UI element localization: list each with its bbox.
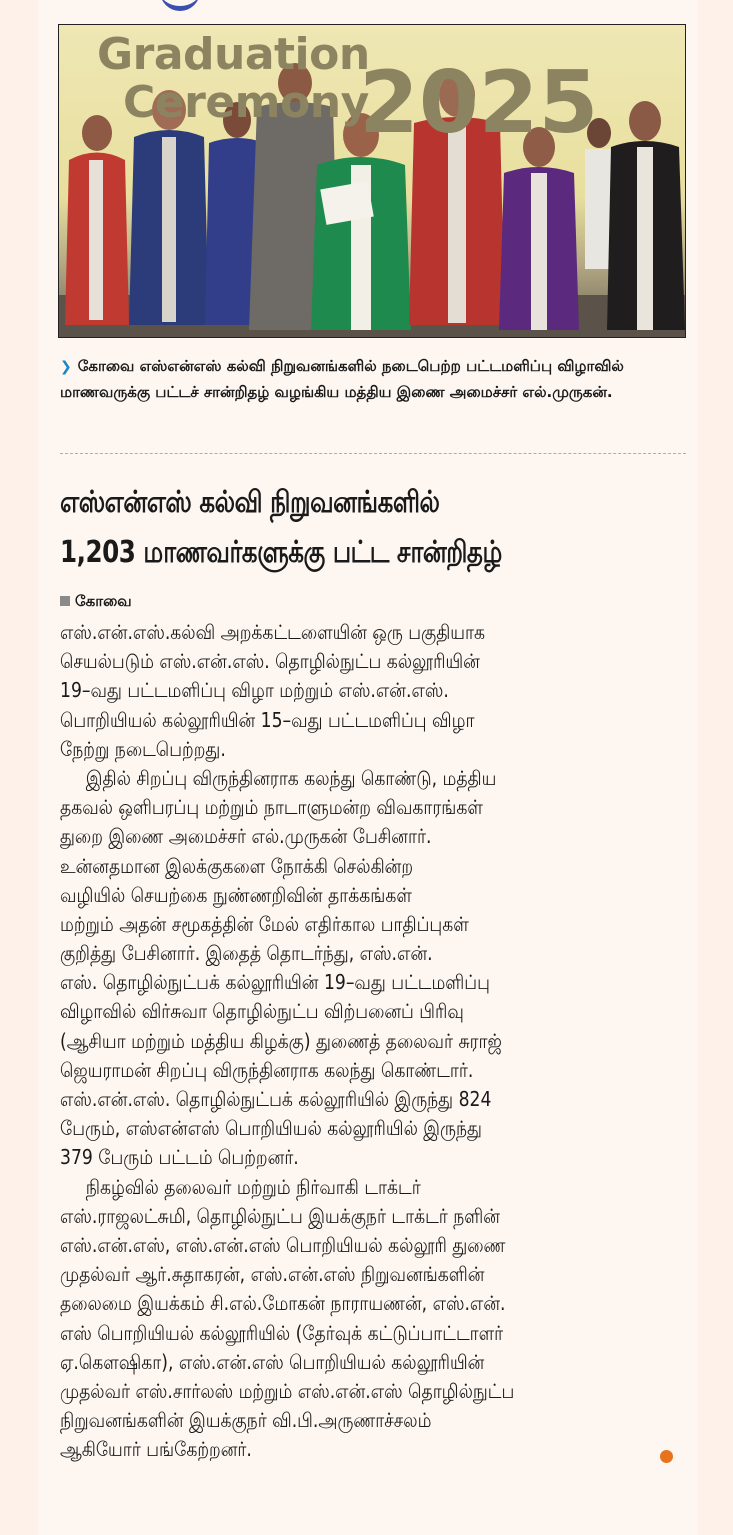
body-line: செயல்படும் எஸ்.என்.எஸ். தொழில்நுட்ப கல்லூரியின் [60,649,480,674]
dateline-text: கோவை [75,592,132,610]
article-headline [60,478,585,578]
body-line: தலைமை இயக்கம் சி.எல்.மோகன் நாராயணன், எஸ்.என். [60,1291,506,1316]
body-line: குறித்து பேசினார். இதைத் தொடர்ந்து, எஸ்.என். [60,941,433,966]
body-line: முதல்வர் எஸ்.சார்லஸ் மற்றும் எஸ்.என்.எஸ் தொழில்நுட்ப [60,1378,515,1403]
body-line: தகவல் ஒளிபரப்பு மற்றும் நாடாளுமன்ற விவகாரங்கள் [60,795,483,820]
caption-arrow-icon: ❯ [60,359,72,375]
headline-line-2: 1,203 மாணவர்களுக்கு பட்ட சான்றிதழ் [60,535,502,570]
body-line: முதல்வர் ஆர்.சுதாகரன், எஸ்.என்.எஸ் நிறுவனங்களின் [60,1262,485,1287]
body-line: ஜெயராமன் சிறப்பு விருந்தினராக கலந்து கொண்டார். [60,1057,474,1082]
body-line: (ஆசியா மற்றும் மத்திய கிழக்கு) துணைத் தலைவர் சுராஜ் [60,1028,502,1053]
banner-graduation-text: Graduation [97,29,370,80]
body-line: எஸ்.ராஜலட்சுமி, தொழில்நுட்ப இயக்குநர் டாக்டர் நளின் [60,1203,500,1228]
body-line: எஸ்.என்.எஸ், எஸ்.என்.எஸ் பொறியியல் கல்லூரி துணை [60,1232,506,1257]
body-line: நிகழ்வில் தலைவர் மற்றும் நிர்வாகி டாக்டர் [85,1174,421,1199]
body-line: வழியில் செயற்கை நுண்ணறிவின் தாக்கங்கள் [60,882,412,907]
body-line: ஏ.கௌஷிகா), எஸ்.என்.எஸ் பொறியியல் கல்லூரியின் [60,1349,485,1374]
body-line: விழாவில் விர்சுவா தொழில்நுட்ப விற்பனைப் பிரிவு [60,999,464,1024]
article-body [60,618,679,1464]
body-line: மற்றும் அதன் சமூகத்தின் மேல் எதிர்கால பாதிப்புகள் [60,911,469,936]
body-line: எஸ் பொறியியல் கல்லூரியில் (தேர்வுக் கட்டுப்பாட்டாளர் [60,1320,504,1345]
photo-caption [60,354,690,405]
dateline [60,592,132,612]
body-line: நேற்று நடைபெற்றது. [60,736,226,761]
body-line: பொறியியல் கல்லூரியின் 15–வது பட்டமளிப்பு விழா [60,707,475,732]
body-line: எஸ்.என்.எஸ்.கல்வி அறக்கட்டளையின் ஒரு பகுதியாக [60,620,486,644]
banner-ceremony-text: Ceremony [123,77,369,128]
body-line: பேரும், எஸ்என்எஸ் பொறியியல் கல்லூரியில் இருந்து [60,1116,482,1141]
headline-line-1: எஸ்என்எஸ் கல்வி நிறுவனங்களில் [60,485,440,520]
caption-text: கோவை எஸ்என்எஸ் கல்வி நிறுவனங்களில் நடைபெற்ற பட்டமளிப்பு விழாவில் மாணவருக்கு பட்டச் சான்றிதழ் வழங்கிய மத்திய இணை அமைச்சர் எல்.முருகன். [60,357,624,401]
body-line: ஆகியோர் பங்கேற்றனர். [60,1437,252,1462]
article-end-dot [660,1450,673,1463]
body-line: நிறுவனங்களின் இயக்குநர் வி.பி.அருணாச்சலம் [60,1408,432,1433]
body-line: எஸ். தொழில்நுட்பக் கல்லூரியின் 19–வது பட்டமளிப்பு [60,970,490,995]
body-line: உன்னதமான இலக்குகளை நோக்கி செல்கின்ற [60,853,414,878]
body-line: இதில் சிறப்பு விருந்தினராக கலந்து கொண்டு, மத்திய [85,765,497,790]
body-line: 379 பேரும் பட்டம் பெற்றனர். [60,1145,299,1170]
body-line: எஸ்.என்.எஸ். தொழில்நுட்பக் கல்லூரியில் இருந்து 824 [60,1087,492,1111]
body-line: துறை இணை அமைச்சர் எல்.முருகன் பேசினார். [60,824,432,849]
banner-year-text: 2025 [359,53,599,153]
body-line: 19–வது பட்டமளிப்பு விழா மற்றும் எஸ்.என்.எஸ். [60,678,449,703]
ceremony-photo [58,24,686,338]
dateline-square-icon [60,596,70,606]
caption-divider [60,453,686,454]
